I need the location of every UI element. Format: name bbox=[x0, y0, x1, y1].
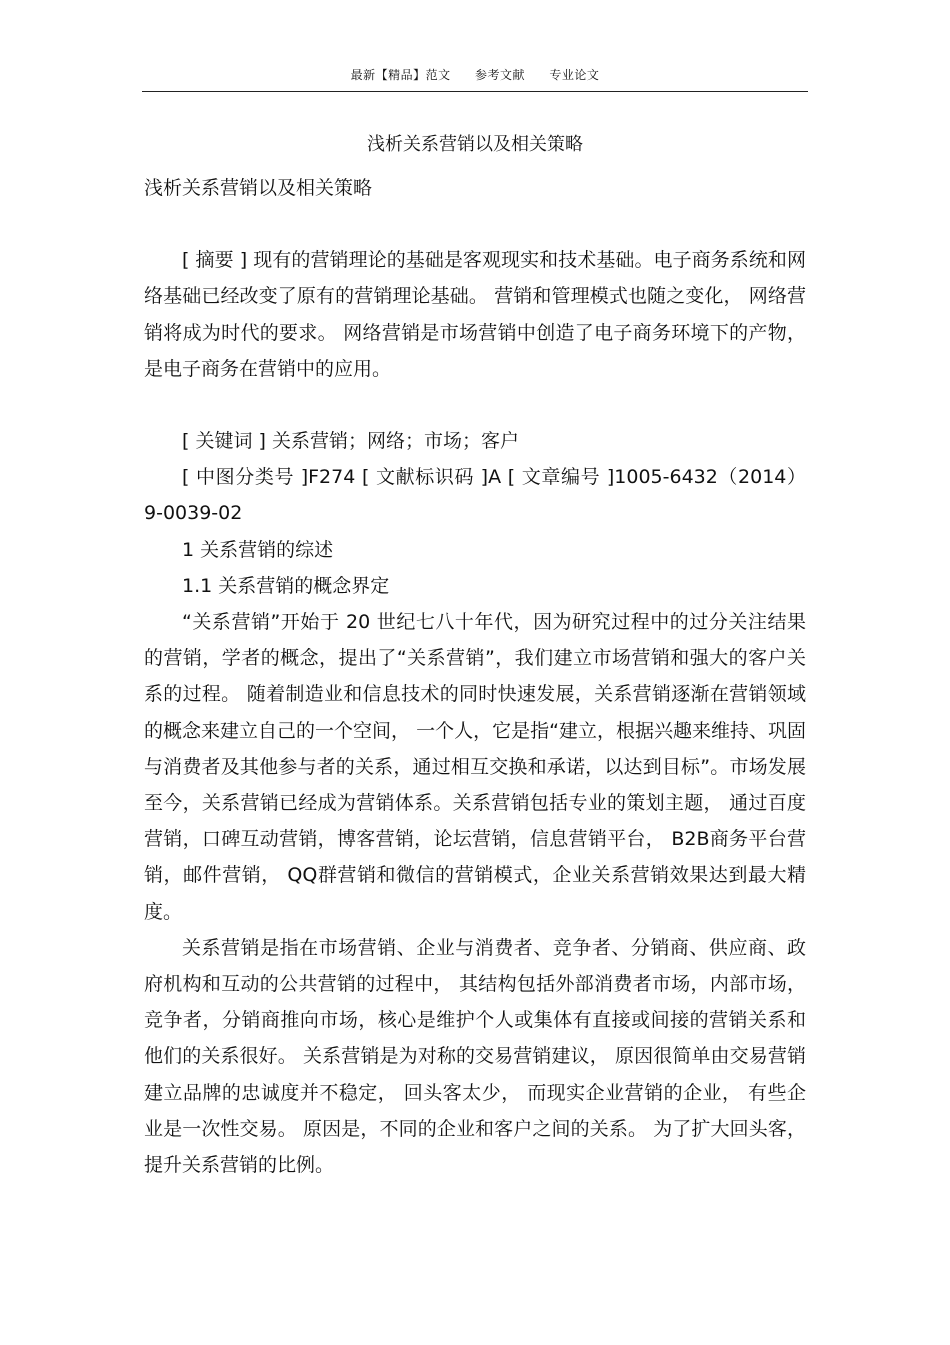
classification-line: [ 中图分类号 ]F274 [ 文献标识码 ]A [ 文章编号 ]1005-6432（2014）9-0039-02 bbox=[144, 466, 806, 525]
body-paragraph-2: 关系营销是指在市场营销、企业与消费者、竞争者、分销商、供应商、政府机构和互动的公共营销的过程中， 其结构包括外部消费者市场，内部市场，竞争者，分销商推向市场，核心是维护个人或集体有直接或间接的营销关系和他们的关系很好。 关系营销是为对称的交易营销建议， 原因很简单由交易营销建立品牌的忠诚度并不稳定， 回头客太少， 而现实企业营销的企业， 有些企业是一次性交易。 原因是，不同的企业和客户之间的关系。 为了扩大回头客， 提升关系营销的比例。 bbox=[144, 936, 806, 1177]
header-item-fanwen: 最新【精品】范文 bbox=[350, 68, 451, 82]
section-heading-1-1: 1.1 关系营销的概念界定 bbox=[182, 574, 390, 597]
header-divider bbox=[142, 91, 808, 92]
section-heading-1: 1 关系营销的综述 bbox=[182, 538, 334, 561]
body-paragraph-1: “关系营销”开始于 20 世纪七八十年代，因为研究过程中的过分关注结果的营销，学者的概念，提出了“关系营销”，我们建立市场营销和强大的客户关系的过程。 随着制造业和信息技术的同时快速发展，关系营销逐渐在营销领域的概念来建立自己的一个空间， 一个人，它是指“建立，根据兴趣来维持、巩固与消费者及其他参与者的关系，通过相互交换和承诺，以达到目标”。市场发展至今，关系营销已经成为营销体系。关系营销包括专业的策划主题， 通过百度营销，口碑互动营销，博客营销，论坛营销，信息营销平台， B2B商务平台营销，邮件营销， QQ群营销和微信的营销模式，企业关系营销效果达到最大精度。 bbox=[144, 611, 806, 923]
page-header bbox=[0, 66, 950, 83]
document-body bbox=[144, 170, 806, 1183]
document-title: 浅析关系营销以及相关策略 bbox=[367, 134, 583, 155]
document-subtitle: 浅析关系营销以及相关策略 bbox=[144, 177, 373, 199]
header-item-references: 参考文献 bbox=[474, 68, 525, 82]
abstract-paragraph: [ 摘要 ] 现有的营销理论的基础是客观现实和技术基础。电子商务系统和网络基础已经改变了原有的营销理论基础。 营销和管理模式也随之变化， 网络营销将成为时代的要求。 网络营销是市场营销中创造了电子商务环境下的产物，是电子商务在营销中的应用。 bbox=[144, 249, 806, 380]
keywords-line: [ 关键词 ] 关系营销；网络；市场；客户 bbox=[182, 430, 519, 453]
header-item-papers: 专业论文 bbox=[549, 68, 600, 82]
